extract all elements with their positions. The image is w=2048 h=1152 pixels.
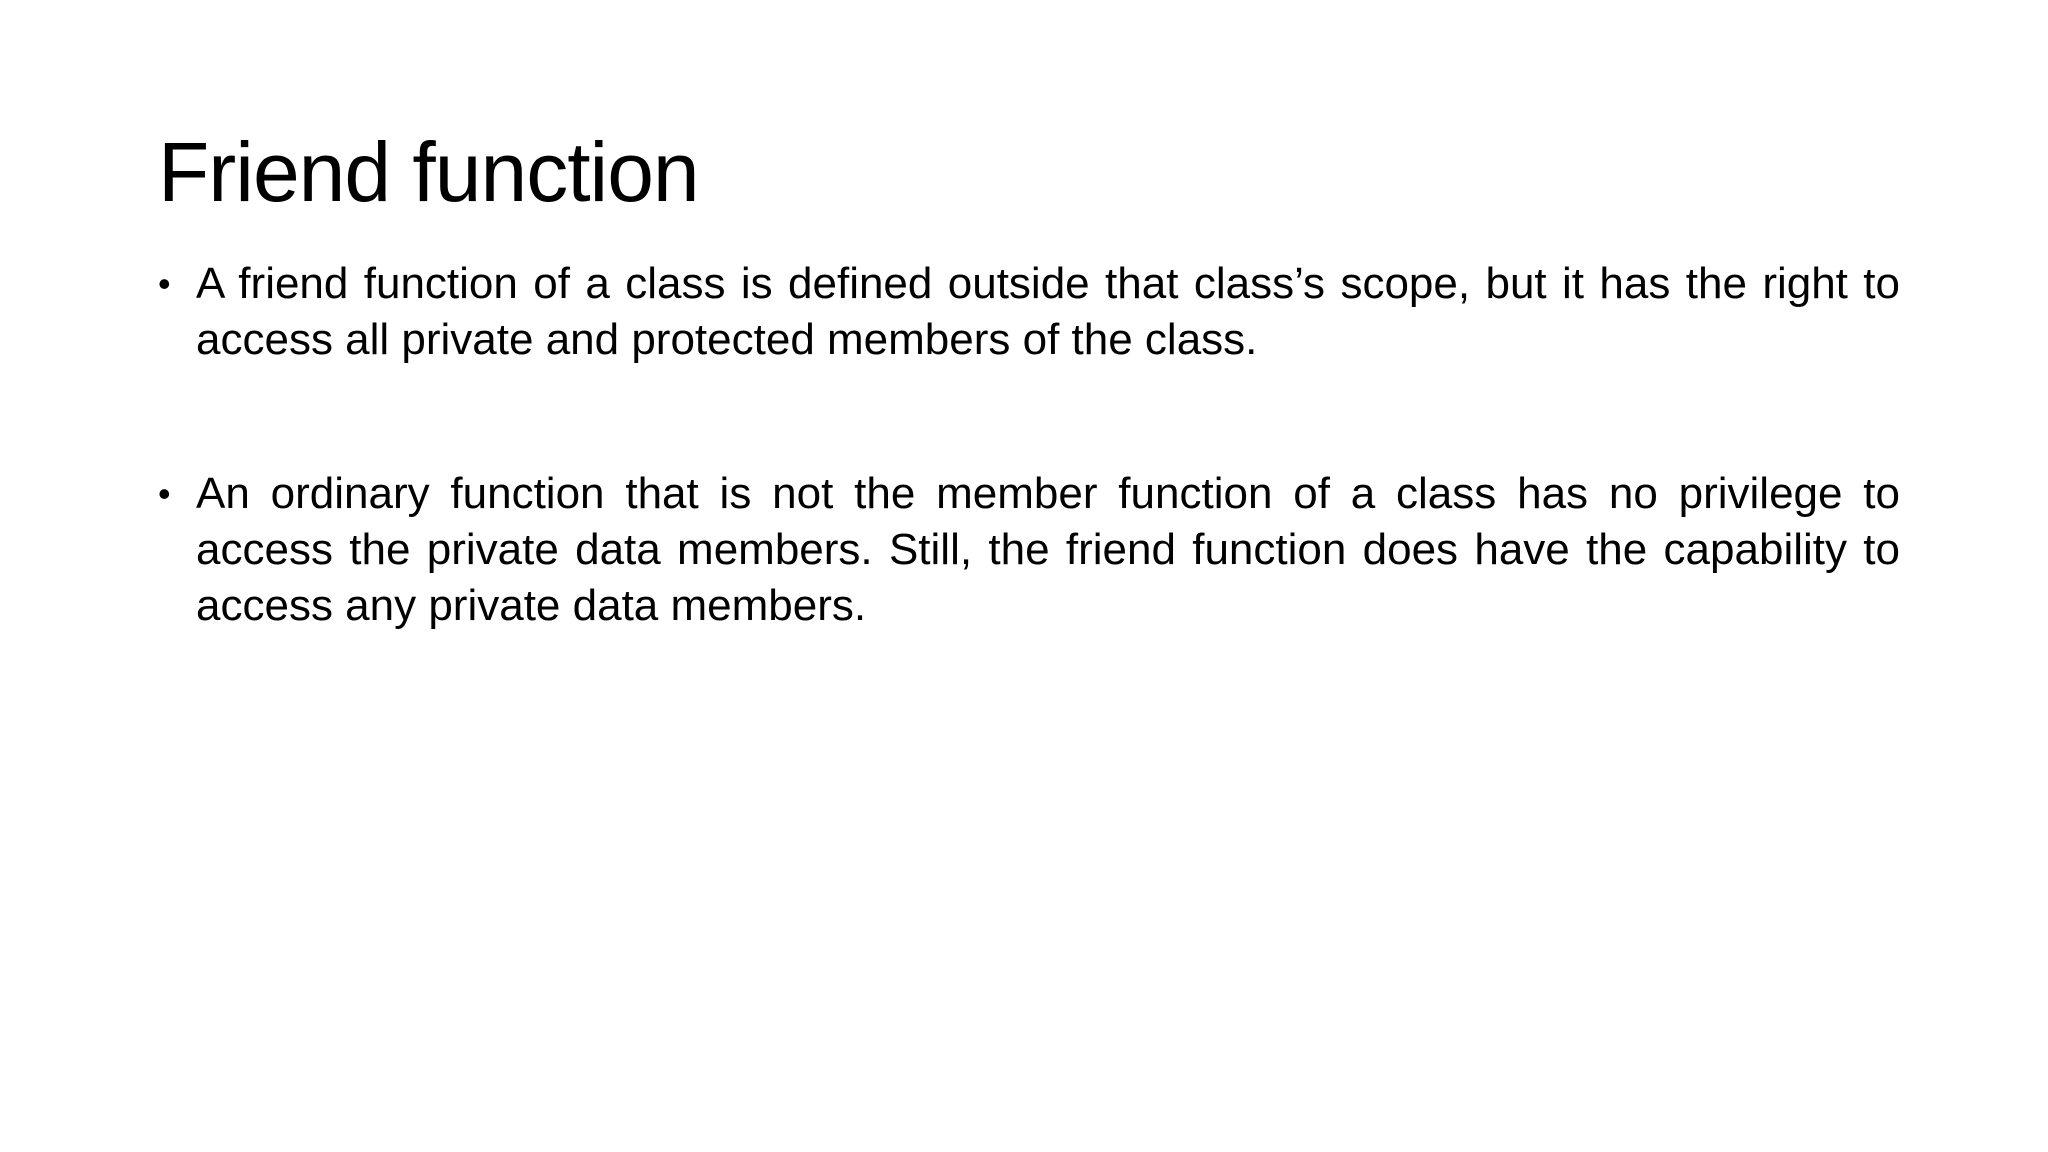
- bullet-text: A friend function of a class is defined outside that class’s scope, but it has the right to access all private and protected members of the class.: [196, 259, 1900, 364]
- bullet-item: [158, 466, 1900, 634]
- slide-title: Friend function: [158, 125, 699, 219]
- bullet-marker: •: [158, 473, 171, 514]
- bullet-text: An ordinary function that is not the member function of a class has no privilege to access the private data members. Still, the friend function does have the capability to access any private data members.: [196, 469, 1900, 630]
- bullet-item: [158, 256, 1900, 368]
- bullet-list: [158, 256, 1900, 634]
- bullet-marker: •: [158, 263, 171, 304]
